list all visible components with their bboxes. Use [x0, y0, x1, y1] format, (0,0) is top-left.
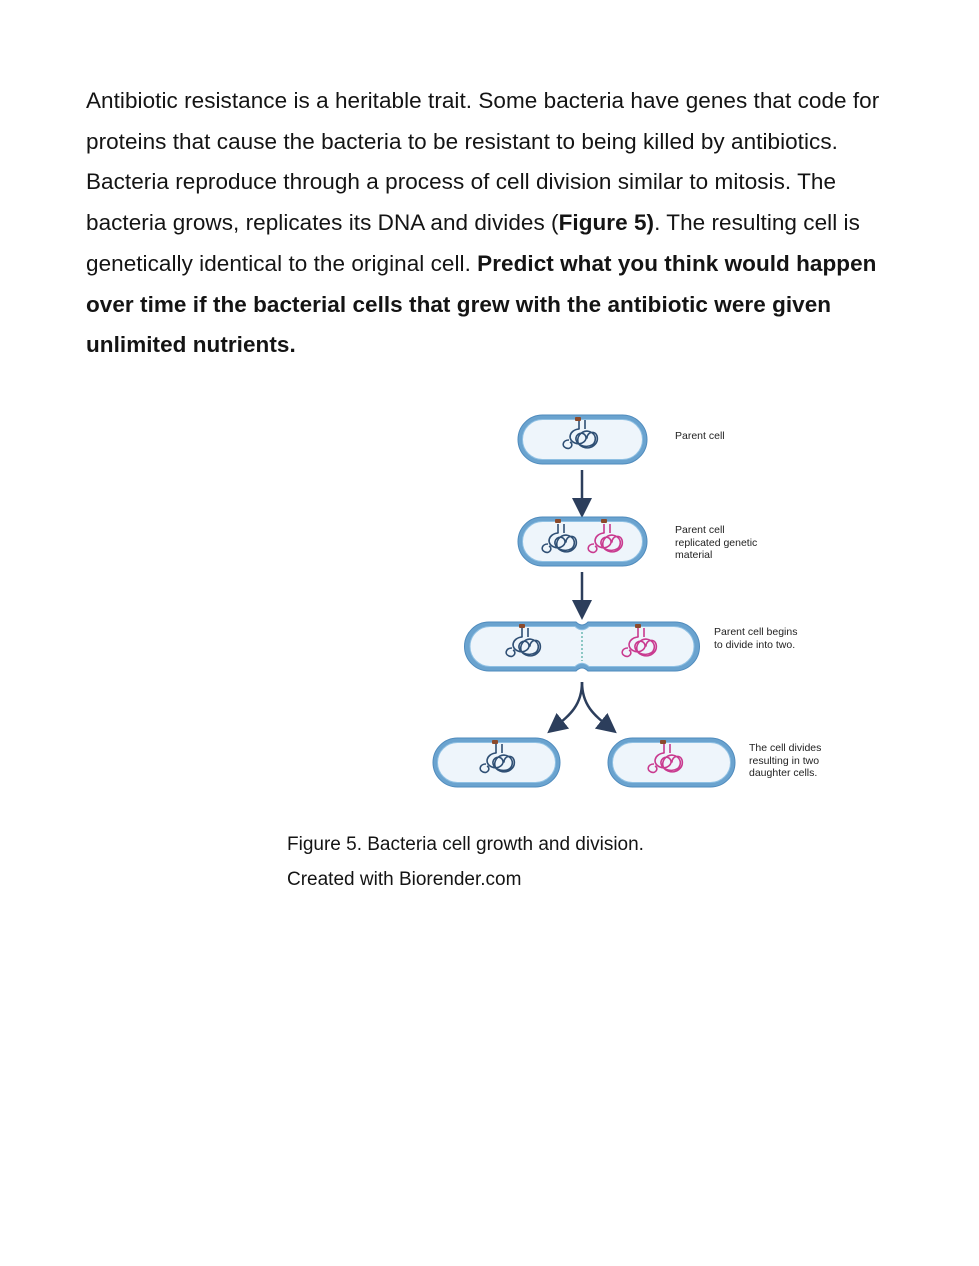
dividing-cell	[465, 622, 700, 671]
prediction-prompt: Predict what you think would happen over time if the bacterial cells that grew with the antibiotic were given unlimited nutrients.	[86, 250, 877, 358]
cell-division-diagram	[420, 400, 850, 800]
label-daughter-cells-text: The cell divides resulting in two daughter cells.	[749, 742, 822, 779]
daughter-cell-right	[608, 738, 735, 787]
body-paragraph	[86, 81, 901, 366]
figure-reference: Figure 5)	[558, 210, 655, 236]
label-replicated-text: Parent cell replicated genetic material	[675, 524, 758, 561]
parent-cell	[518, 415, 647, 464]
figure-credit: Created with Biorender.com	[287, 869, 522, 890]
label-parent-cell-text: Parent cell	[675, 430, 725, 442]
figure-caption: Figure 5. Bacteria cell growth and division.	[287, 834, 644, 855]
daughter-cell-left	[433, 738, 560, 787]
paragraph-text-2: . The resulting cell is genetically identical to the original cell.	[86, 210, 860, 276]
paragraph-text-1: Antibiotic resistance is a heritable trait. Some bacteria have genes that code for proteins that cause the bacteria to be resistant to being killed by antibiotics. Bacteria reproduce through a process of cell division similar to mitosis. The bacteria grows, replicates its DNA and divides (	[86, 88, 880, 236]
replicated-cell	[518, 517, 647, 566]
cell-division-figure	[420, 400, 850, 800]
split-arrows	[555, 682, 609, 727]
label-begins-divide-text: Parent cell begins to divide into two.	[714, 626, 798, 651]
